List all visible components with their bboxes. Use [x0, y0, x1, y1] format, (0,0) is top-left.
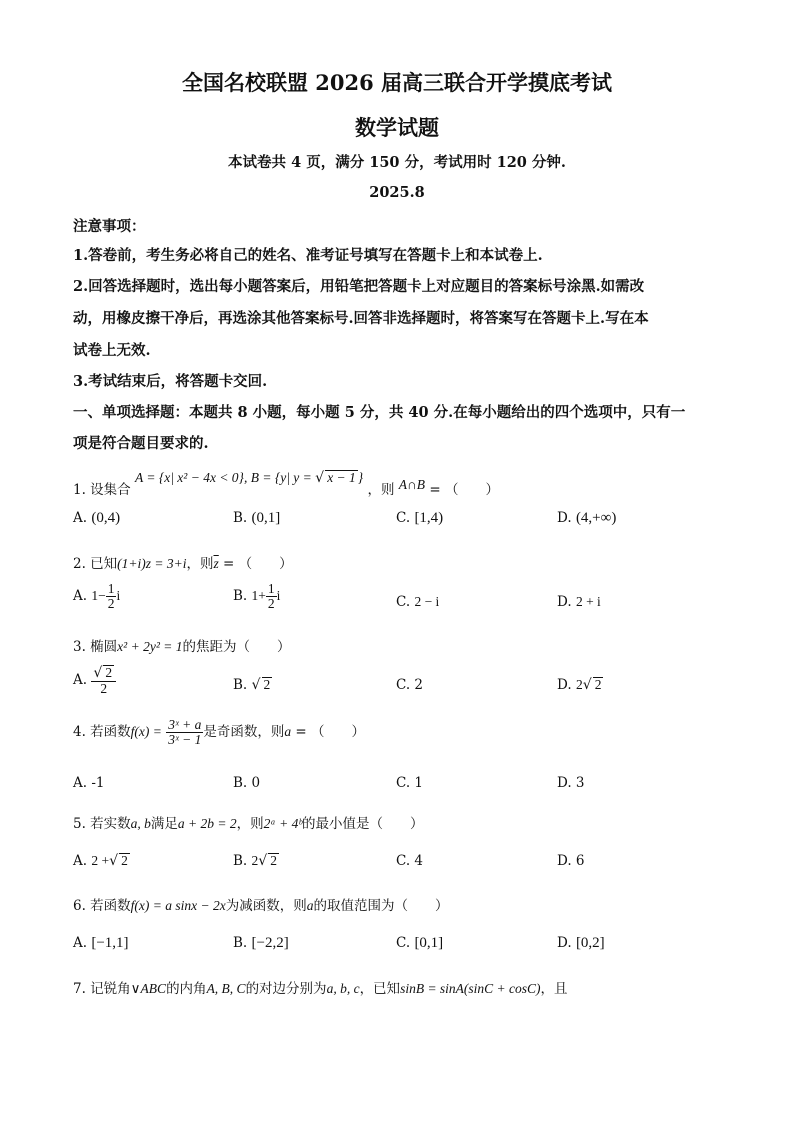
q4-option-b: B. 0	[233, 775, 261, 791]
exam-info: 本试卷共 4 页，满分 150 分，考试用时 120 分钟.	[228, 154, 566, 171]
question-3-equation: x² + 2y² = 1	[117, 639, 183, 654]
q6-option-d: D. [0,2]	[557, 935, 605, 951]
q5-option-c: C. 4	[396, 853, 424, 869]
note-2-line-3: 试卷上无效.	[73, 342, 151, 359]
question-5-stem: 5. 若实数a, b满足a + 2b = 2，则2ᵃ + 4ᵇ的最小值是（ ）	[73, 816, 424, 832]
q5-option-d: D. 6	[557, 853, 585, 869]
q5-option-a: A. 2 +√ 2	[73, 853, 128, 869]
question-1-set-a: A = {x| x² − 4x < 0}	[134, 470, 244, 485]
q3-option-c: C. 2	[396, 677, 424, 693]
q1-option-c: C. [1,4)	[396, 510, 444, 526]
question-2-conjugate: $\overline{z}$	[213, 556, 219, 571]
notes-heading: 注意事项：	[73, 218, 146, 235]
question-6-number: 6. 若函数	[73, 898, 131, 914]
question-1-blank: = （ ）	[425, 482, 499, 498]
question-3-number: 3. 椭圆	[73, 639, 118, 655]
q6-option-c: C. [0,1]	[396, 935, 444, 951]
q1-option-d: D. (4,+∞)	[557, 510, 617, 526]
question-2-stem: 2. 已知(1+i)z = 3+i，则$\overline{z}$ = （ ）	[73, 556, 293, 572]
q1-option-c-value: [1,4)	[414, 510, 444, 526]
question-1-number: 1. 设集合	[73, 482, 131, 498]
question-1-set-b: , B = {y| y =	[243, 470, 316, 485]
question-3-stem: 3. 椭圆x² + 2y² = 1的焦距为（ ）	[73, 639, 291, 655]
q2-option-a: A. 1− $\frac{1}{2}$ i	[73, 581, 121, 612]
question-2-equation: (1+i)z = 3+i	[117, 556, 187, 571]
q2-option-c: C. 2 − i	[396, 594, 440, 610]
q1-option-a: A. (0,4)	[73, 510, 121, 526]
question-6-stem: 6. 若函数f(x) = a sinx − 2x为减函数，则a的取值范围为（ ）	[73, 898, 449, 914]
note-2-line-1: 2.回答选择题时，选出每小题答案后，用铅笔把答题卡上对应题目的答案标号涂黑.如需改	[73, 278, 645, 295]
section-heading-line-1: 一、单项选择题：本题共 8 小题，每小题 5 分，共 40 分.在每小题给出的四个选项中，只有一	[73, 404, 686, 421]
q1-option-b: B. (0,1]	[233, 510, 281, 526]
question-4-denominator: 3ˣ − 1	[168, 732, 202, 748]
question-7-number: 7. 记锐角	[73, 981, 131, 997]
q1-option-b-value: (0,1]	[251, 510, 281, 526]
question-7-stem: 7. 记锐角∨ABC的内角A, B, C的对边分别为a, b, c，已知sinB = sinA(sinC + cosC)，且	[73, 981, 568, 997]
subject-title: 数学试题	[355, 115, 439, 140]
q2-option-d: D. 2 + i	[557, 594, 601, 610]
q4-option-d: D. 3	[557, 775, 585, 791]
question-2-number: 2. 已知	[73, 556, 118, 572]
q6-option-b: B. [−2,2]	[233, 935, 289, 951]
question-4-stem: 4. 若函数f(x) = $\frac{\text{3ˣ + a}}{\text{3ˣ − 1}}$ 是奇函数，则a = （ ）	[73, 717, 366, 748]
note-1: 1.答卷前，考生务必将自己的姓名、准考证号填写在答题卡上和本试卷上.	[73, 247, 543, 264]
q3-option-d: D. 2√ 2	[557, 677, 602, 693]
exam-title: 全国名校联盟 2026 届高三联合开学摸底考试	[181, 70, 613, 95]
exam-date: 2025.8	[369, 184, 425, 201]
note-2-line-2: 动，用橡皮擦干净后，再选涂其他答案标号.回答非选择题时，将答案写在答题卡上.写在本	[73, 310, 649, 327]
question-1-expression: A∩B	[398, 477, 426, 492]
question-1-then: ，则	[367, 482, 395, 498]
note-3: 3.考试结束后，将答题卡交回.	[73, 373, 268, 390]
q1-option-d-value: (4,+∞)	[575, 510, 617, 526]
q3-option-a: A. $\frac{√ 2}{2}$	[73, 665, 116, 696]
question-5-number: 5. 若实数	[73, 816, 131, 832]
question-1-radicand: x − 1	[327, 470, 356, 485]
q2-option-b: B. 1+ $\frac{1}{2}$ i	[233, 581, 281, 612]
section-heading-line-2: 项是符合题目要求的.	[73, 435, 209, 452]
q1-option-a-value: (0,4)	[91, 510, 121, 526]
q5-option-b: B. 2√ 2	[233, 853, 278, 869]
question-4-number: 4. 若函数	[73, 724, 131, 741]
q4-option-a: A. -1	[73, 775, 105, 791]
q4-option-c: C. 1	[396, 775, 424, 791]
question-1-brace: }	[357, 470, 364, 485]
q3-option-b: B. √ 2	[233, 677, 271, 693]
q6-option-a: A. [−1,1]	[73, 935, 129, 951]
question-4-numerator: 3ˣ + a	[168, 717, 202, 732]
question-1-stem: 1. 设集合 A = {x| x² − 4x < 0}, B = {y| y = √ x − 1 } ，则 A∩B = （ ）	[73, 470, 499, 498]
